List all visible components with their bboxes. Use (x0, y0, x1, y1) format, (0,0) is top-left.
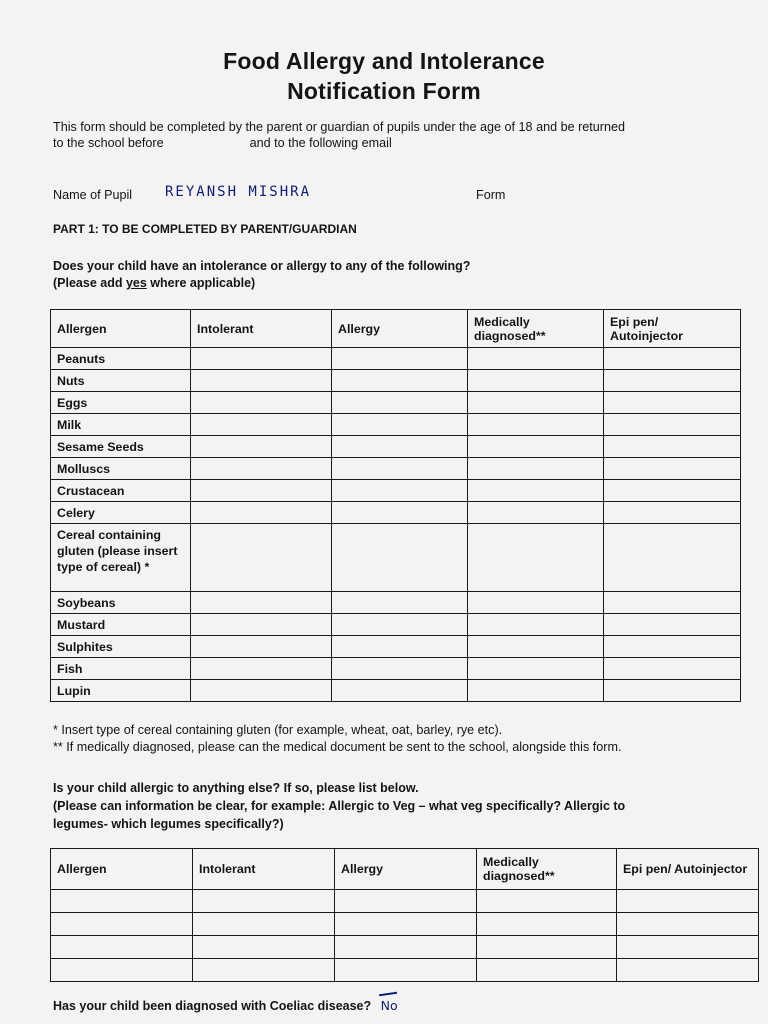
allergen-name: Molluscs (51, 458, 191, 480)
intolerant-cell[interactable] (191, 680, 332, 702)
header-epi-pen: Epi pen/ Autoinjector (617, 849, 759, 890)
intolerant-cell[interactable] (191, 524, 332, 592)
allergy-cell[interactable] (335, 890, 477, 913)
form-class-label: Form (476, 188, 506, 202)
diagnosed-cell[interactable] (468, 392, 604, 414)
allergy-cell[interactable] (332, 370, 468, 392)
intolerant-cell[interactable] (193, 936, 335, 959)
epipen-cell[interactable] (604, 636, 741, 658)
allergen-cell[interactable] (51, 890, 193, 913)
intro-text (53, 119, 743, 151)
table-row (51, 524, 741, 592)
question-intolerance (53, 258, 470, 292)
epipen-cell[interactable] (604, 414, 741, 436)
intolerant-cell[interactable] (191, 658, 332, 680)
other-allergen-table (50, 848, 759, 982)
pupil-name-value[interactable]: REYANSH MISHRA (165, 184, 312, 200)
allergy-cell[interactable] (332, 436, 468, 458)
table-row (51, 890, 759, 913)
other-table-header (51, 849, 759, 890)
header-epi-pen: Epi pen/ Autoinjector (604, 310, 741, 348)
intolerant-cell[interactable] (191, 458, 332, 480)
footnotes (53, 722, 621, 756)
diagnosed-cell[interactable] (468, 524, 604, 592)
intolerant-cell[interactable] (193, 913, 335, 936)
allergy-cell[interactable] (335, 936, 477, 959)
intolerant-cell[interactable] (191, 502, 332, 524)
intro-line2-end: and to the following email (249, 136, 392, 150)
header-intolerant: Intolerant (191, 310, 332, 348)
allergen-table-header (51, 310, 741, 348)
epipen-cell[interactable] (604, 592, 741, 614)
table-row (51, 370, 741, 392)
allergy-cell[interactable] (335, 913, 477, 936)
allergen-cell[interactable] (51, 913, 193, 936)
intolerant-cell[interactable] (191, 436, 332, 458)
allergen-name: Sulphites (51, 636, 191, 658)
table-row (51, 636, 741, 658)
coeliac-answer[interactable]: No (380, 998, 398, 1013)
table-row (51, 658, 741, 680)
diagnosed-cell[interactable] (468, 436, 604, 458)
form-title-line2: Notification Form (287, 78, 481, 104)
allergy-cell[interactable] (335, 959, 477, 982)
diagnosed-cell[interactable] (468, 592, 604, 614)
question-other-line3: legumes- which legumes specifically?) (53, 817, 284, 831)
intro-line1: This form should be completed by the parent or guardian of pupils under the age of 18 and be returned (53, 120, 625, 134)
allergen-cell[interactable] (51, 936, 193, 959)
allergy-cell[interactable] (332, 348, 468, 370)
question-intolerance-line2: (Please add yes where applicable) (53, 276, 256, 290)
table-row (51, 392, 741, 414)
epipen-cell[interactable] (604, 392, 741, 414)
diagnosed-cell[interactable] (468, 480, 604, 502)
allergen-name: Eggs (51, 392, 191, 414)
epipen-cell[interactable] (617, 890, 759, 913)
table-row (51, 614, 741, 636)
allergy-cell[interactable] (332, 592, 468, 614)
header-allergen: Allergen (51, 310, 191, 348)
footnote-medical: ** If medically diagnosed, please can the medical document be sent to the school, alongside this form. (53, 740, 622, 754)
diagnosed-cell[interactable] (468, 636, 604, 658)
question-other-line1: Is your child allergic to anything else? If so, please list below. (53, 781, 419, 795)
intolerant-cell[interactable] (191, 636, 332, 658)
intolerant-cell[interactable] (191, 614, 332, 636)
allergen-cell[interactable] (51, 959, 193, 982)
allergy-cell[interactable] (332, 480, 468, 502)
table-row (51, 592, 741, 614)
epipen-cell[interactable] (617, 913, 759, 936)
header-medically-diagnosed: Medically diagnosed** (477, 849, 617, 890)
diagnosed-cell[interactable] (468, 658, 604, 680)
question-other-allergies (53, 779, 625, 833)
allergy-cell[interactable] (332, 502, 468, 524)
part1-heading: PART 1: TO BE COMPLETED BY PARENT/GUARDIAN (53, 222, 357, 236)
intolerant-cell[interactable] (191, 592, 332, 614)
diagnosed-cell[interactable] (468, 502, 604, 524)
allergy-cell[interactable] (332, 636, 468, 658)
epipen-cell[interactable] (604, 658, 741, 680)
allergy-cell[interactable] (332, 680, 468, 702)
allergen-table (50, 309, 741, 702)
allergy-cell[interactable] (332, 414, 468, 436)
allergy-cell[interactable] (332, 458, 468, 480)
allergen-name: Celery (51, 502, 191, 524)
allergen-name: Milk (51, 414, 191, 436)
footnote-gluten: * Insert type of cereal containing gluten (for example, wheat, oat, barley, rye etc). (53, 723, 503, 737)
coeliac-question-text: Has your child been diagnosed with Coeliac disease? (53, 999, 372, 1013)
diagnosed-cell[interactable] (468, 348, 604, 370)
header-allergy: Allergy (335, 849, 477, 890)
diagnosed-cell[interactable] (477, 890, 617, 913)
table-row (51, 480, 741, 502)
table-row (51, 436, 741, 458)
allergen-name: Mustard (51, 614, 191, 636)
table-row (51, 959, 759, 982)
diagnosed-cell[interactable] (468, 680, 604, 702)
epipen-cell[interactable] (604, 480, 741, 502)
header-allergen: Allergen (51, 849, 193, 890)
intro-line2-start: to the school before (53, 136, 164, 150)
allergen-name: Soybeans (51, 592, 191, 614)
header-medically-diagnosed: Medically diagnosed** (468, 310, 604, 348)
allergy-cell[interactable] (332, 524, 468, 592)
table-row (51, 913, 759, 936)
allergen-name: Cereal containing gluten (please insert type of cereal) * (51, 524, 191, 592)
question-other-line2: (Please can information be clear, for example: Allergic to Veg – what veg specifically? Allergic to (53, 799, 626, 813)
pupil-name-label: Name of Pupil (53, 188, 133, 202)
intolerant-cell[interactable] (191, 392, 332, 414)
allergy-cell[interactable] (332, 658, 468, 680)
allergen-name: Peanuts (51, 348, 191, 370)
coeliac-question (53, 998, 398, 1013)
epipen-cell[interactable] (604, 614, 741, 636)
table-row (51, 458, 741, 480)
diagnosed-cell[interactable] (468, 370, 604, 392)
intolerant-cell[interactable] (193, 959, 335, 982)
question-intolerance-line1: Does your child have an intolerance or allergy to any of the following? (53, 259, 471, 273)
intro-line2 (53, 135, 743, 151)
allergen-name: Sesame Seeds (51, 436, 191, 458)
epipen-cell[interactable] (604, 348, 741, 370)
diagnosed-cell[interactable] (468, 614, 604, 636)
allergen-name: Fish (51, 658, 191, 680)
epipen-cell[interactable] (604, 524, 741, 592)
table-row (51, 348, 741, 370)
allergen-name: Crustacean (51, 480, 191, 502)
intolerant-cell[interactable] (191, 348, 332, 370)
diagnosed-cell[interactable] (477, 913, 617, 936)
diagnosed-cell[interactable] (468, 414, 604, 436)
epipen-cell[interactable] (604, 370, 741, 392)
diagnosed-cell[interactable] (477, 936, 617, 959)
diagnosed-cell[interactable] (468, 458, 604, 480)
table-row (51, 680, 741, 702)
epipen-cell[interactable] (604, 680, 741, 702)
epipen-cell[interactable] (604, 458, 741, 480)
epipen-cell[interactable] (604, 436, 741, 458)
intolerant-cell[interactable] (191, 414, 332, 436)
header-intolerant: Intolerant (193, 849, 335, 890)
header-allergy: Allergy (332, 310, 468, 348)
table-row (51, 414, 741, 436)
allergy-cell[interactable] (332, 614, 468, 636)
form-title-line1: Food Allergy and Intolerance (223, 48, 545, 74)
table-row (51, 936, 759, 959)
intolerant-cell[interactable] (191, 370, 332, 392)
epipen-cell[interactable] (617, 959, 759, 982)
allergen-name: Nuts (51, 370, 191, 392)
intolerant-cell[interactable] (191, 480, 332, 502)
allergen-name: Lupin (51, 680, 191, 702)
epipen-cell[interactable] (604, 502, 741, 524)
diagnosed-cell[interactable] (477, 959, 617, 982)
allergy-cell[interactable] (332, 392, 468, 414)
table-row (51, 502, 741, 524)
epipen-cell[interactable] (617, 936, 759, 959)
intolerant-cell[interactable] (193, 890, 335, 913)
yes-underlined: yes (125, 276, 147, 290)
